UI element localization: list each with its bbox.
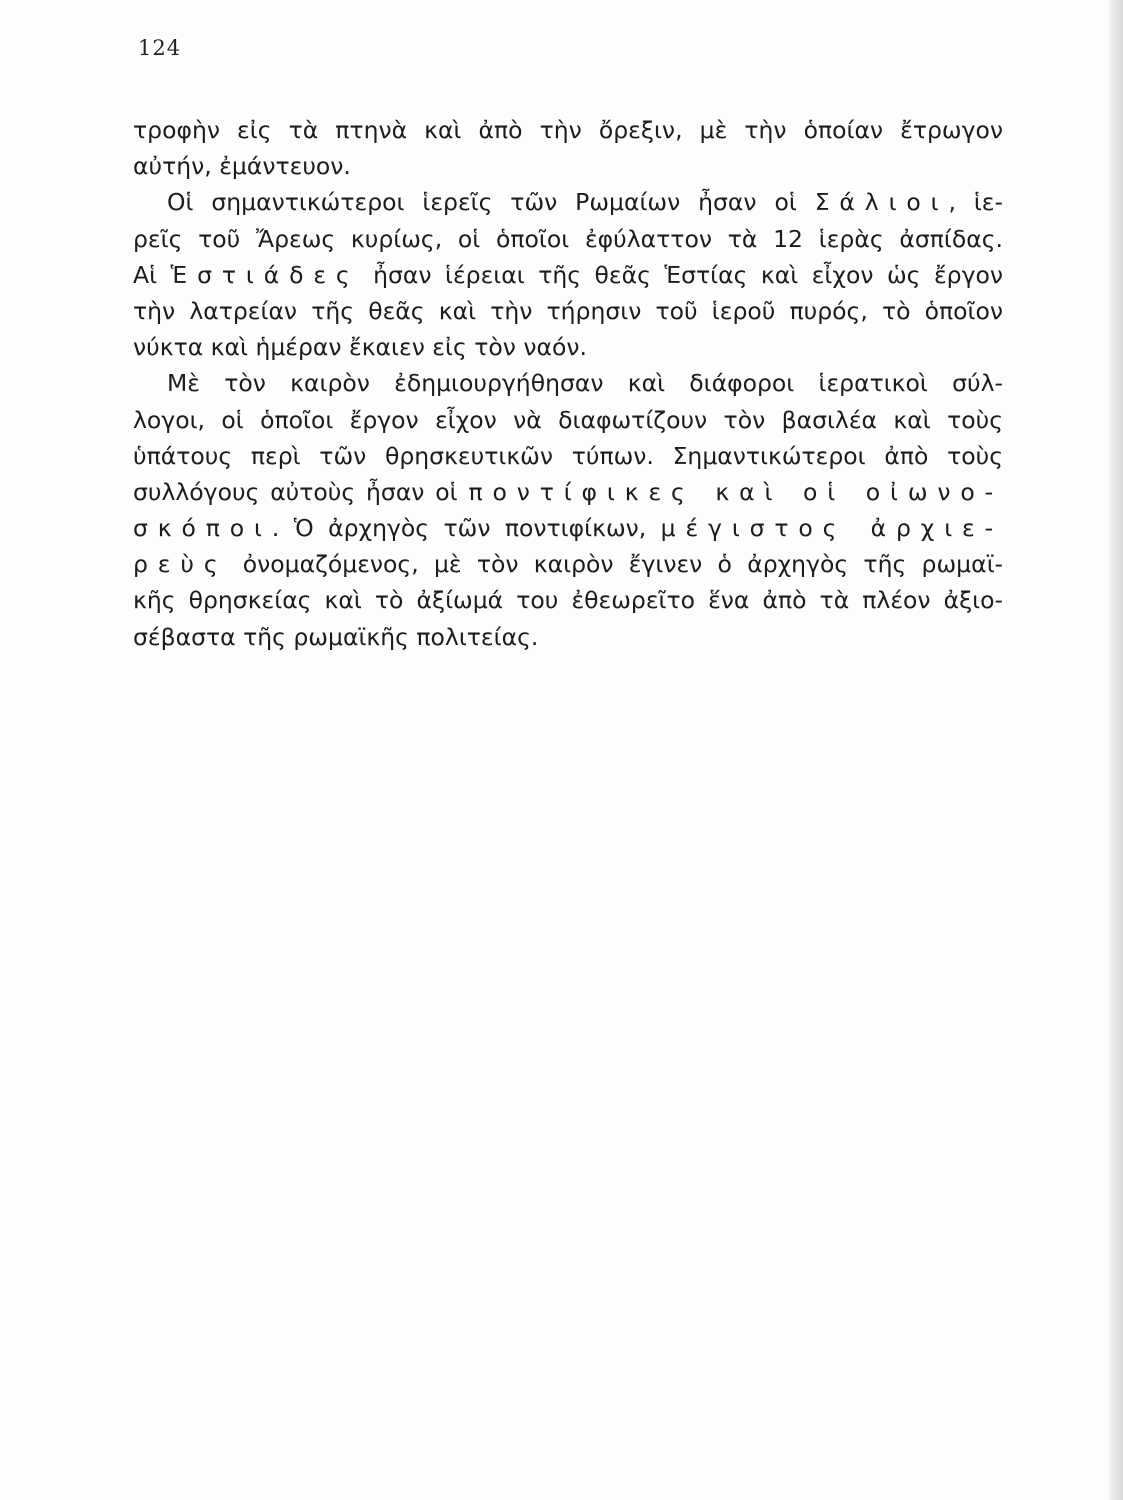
text-line bbox=[133, 257, 1003, 293]
page-edge-shadow bbox=[1109, 0, 1123, 1500]
text-line: τὴν λατρείαν τῆς θεᾶς καὶ τὴν τήρησιν τοῦ ἱεροῦ πυρός, τὸ ὁποῖον bbox=[133, 296, 1003, 325]
text-line: τροφὴν εἰς τὰ πτηνὰ καὶ ἀπὸ τὴν ὄρεξιν, μὲ τὴν ὁποίαν ἔτρωγον bbox=[133, 116, 1003, 144]
page-number: 124 bbox=[138, 36, 182, 60]
text-line: Μὲ τὸν καιρὸν ἐδημιουργήθησαν καὶ διάφοροι ἱερατικοὶ σύλ- bbox=[167, 369, 1003, 398]
text-line bbox=[133, 474, 1003, 510]
text-run: Αἱ bbox=[133, 260, 171, 289]
text-line bbox=[133, 184, 1003, 220]
spaced-term: σκόποι bbox=[133, 514, 272, 543]
text-line bbox=[133, 510, 1003, 546]
text-run: Οἱ σημαντικώτεροι ἱερεῖς τῶν Ρωμαίων ἦσαν οἱ bbox=[167, 188, 815, 217]
text-line: ὑπάτους περὶ τῶν θρησκευτικῶν τύπων. Σημαντικώτεροι ἀπὸ τοὺς bbox=[133, 441, 1003, 470]
text-line: λογοι, οἱ ὁποῖοι ἔργον εἶχον νὰ διαφωτίζουν τὸν βασιλέα καὶ τοὺς bbox=[133, 405, 1003, 434]
text-line: κῆς θρησκείας καὶ τὸ ἀξίωμά του ἐθεωρεῖτο ἕνα ἀπὸ τὰ πλέον ἀξιο- bbox=[133, 586, 1003, 615]
text-line: ρεῖς τοῦ Ἄρεως κυρίως, οἱ ὁποῖοι ἐφύλαττον τὰ 12 ἱερὰς ἀσπίδας. bbox=[133, 224, 1003, 253]
spaced-term: ρεὺς bbox=[133, 550, 228, 579]
text-run: συλλόγους αὐτοὺς ἦσαν οἱ bbox=[133, 477, 469, 506]
text-line: νύκτα καὶ ἡμέραν ἔκαιεν εἰς τὸν ναόν. bbox=[133, 333, 587, 362]
spaced-term: μέγιστος ἀρχιε- bbox=[660, 514, 1003, 543]
text-run: ὀνομαζόμενος, μὲ τὸν καιρὸν ἔγινεν ὁ ἀρχηγὸς τῆς ρωμαϊ- bbox=[227, 550, 1003, 579]
body-text bbox=[133, 112, 1003, 655]
text-run: ἦσαν ἱέρειαι τῆς θεᾶς Ἑστίας καὶ εἶχον ὡς ἔργον bbox=[359, 260, 1004, 289]
spaced-term: Σάλιοι bbox=[814, 188, 949, 217]
text-line bbox=[133, 546, 1003, 582]
text-line: αὐτήν, ἐμάντευον. bbox=[133, 152, 351, 181]
text-run: , ἱε- bbox=[948, 188, 1003, 217]
spaced-term: ποντίφικες καὶ οἱ οἰωνο- bbox=[468, 477, 1003, 506]
text-run: . Ὁ ἀρχηγὸς τῶν ποντιφίκων, bbox=[271, 514, 661, 543]
text-line: σέβαστα τῆς ρωμαϊκῆς πολιτείας. bbox=[133, 622, 539, 651]
spaced-term: Ἑστιάδες bbox=[170, 260, 360, 289]
